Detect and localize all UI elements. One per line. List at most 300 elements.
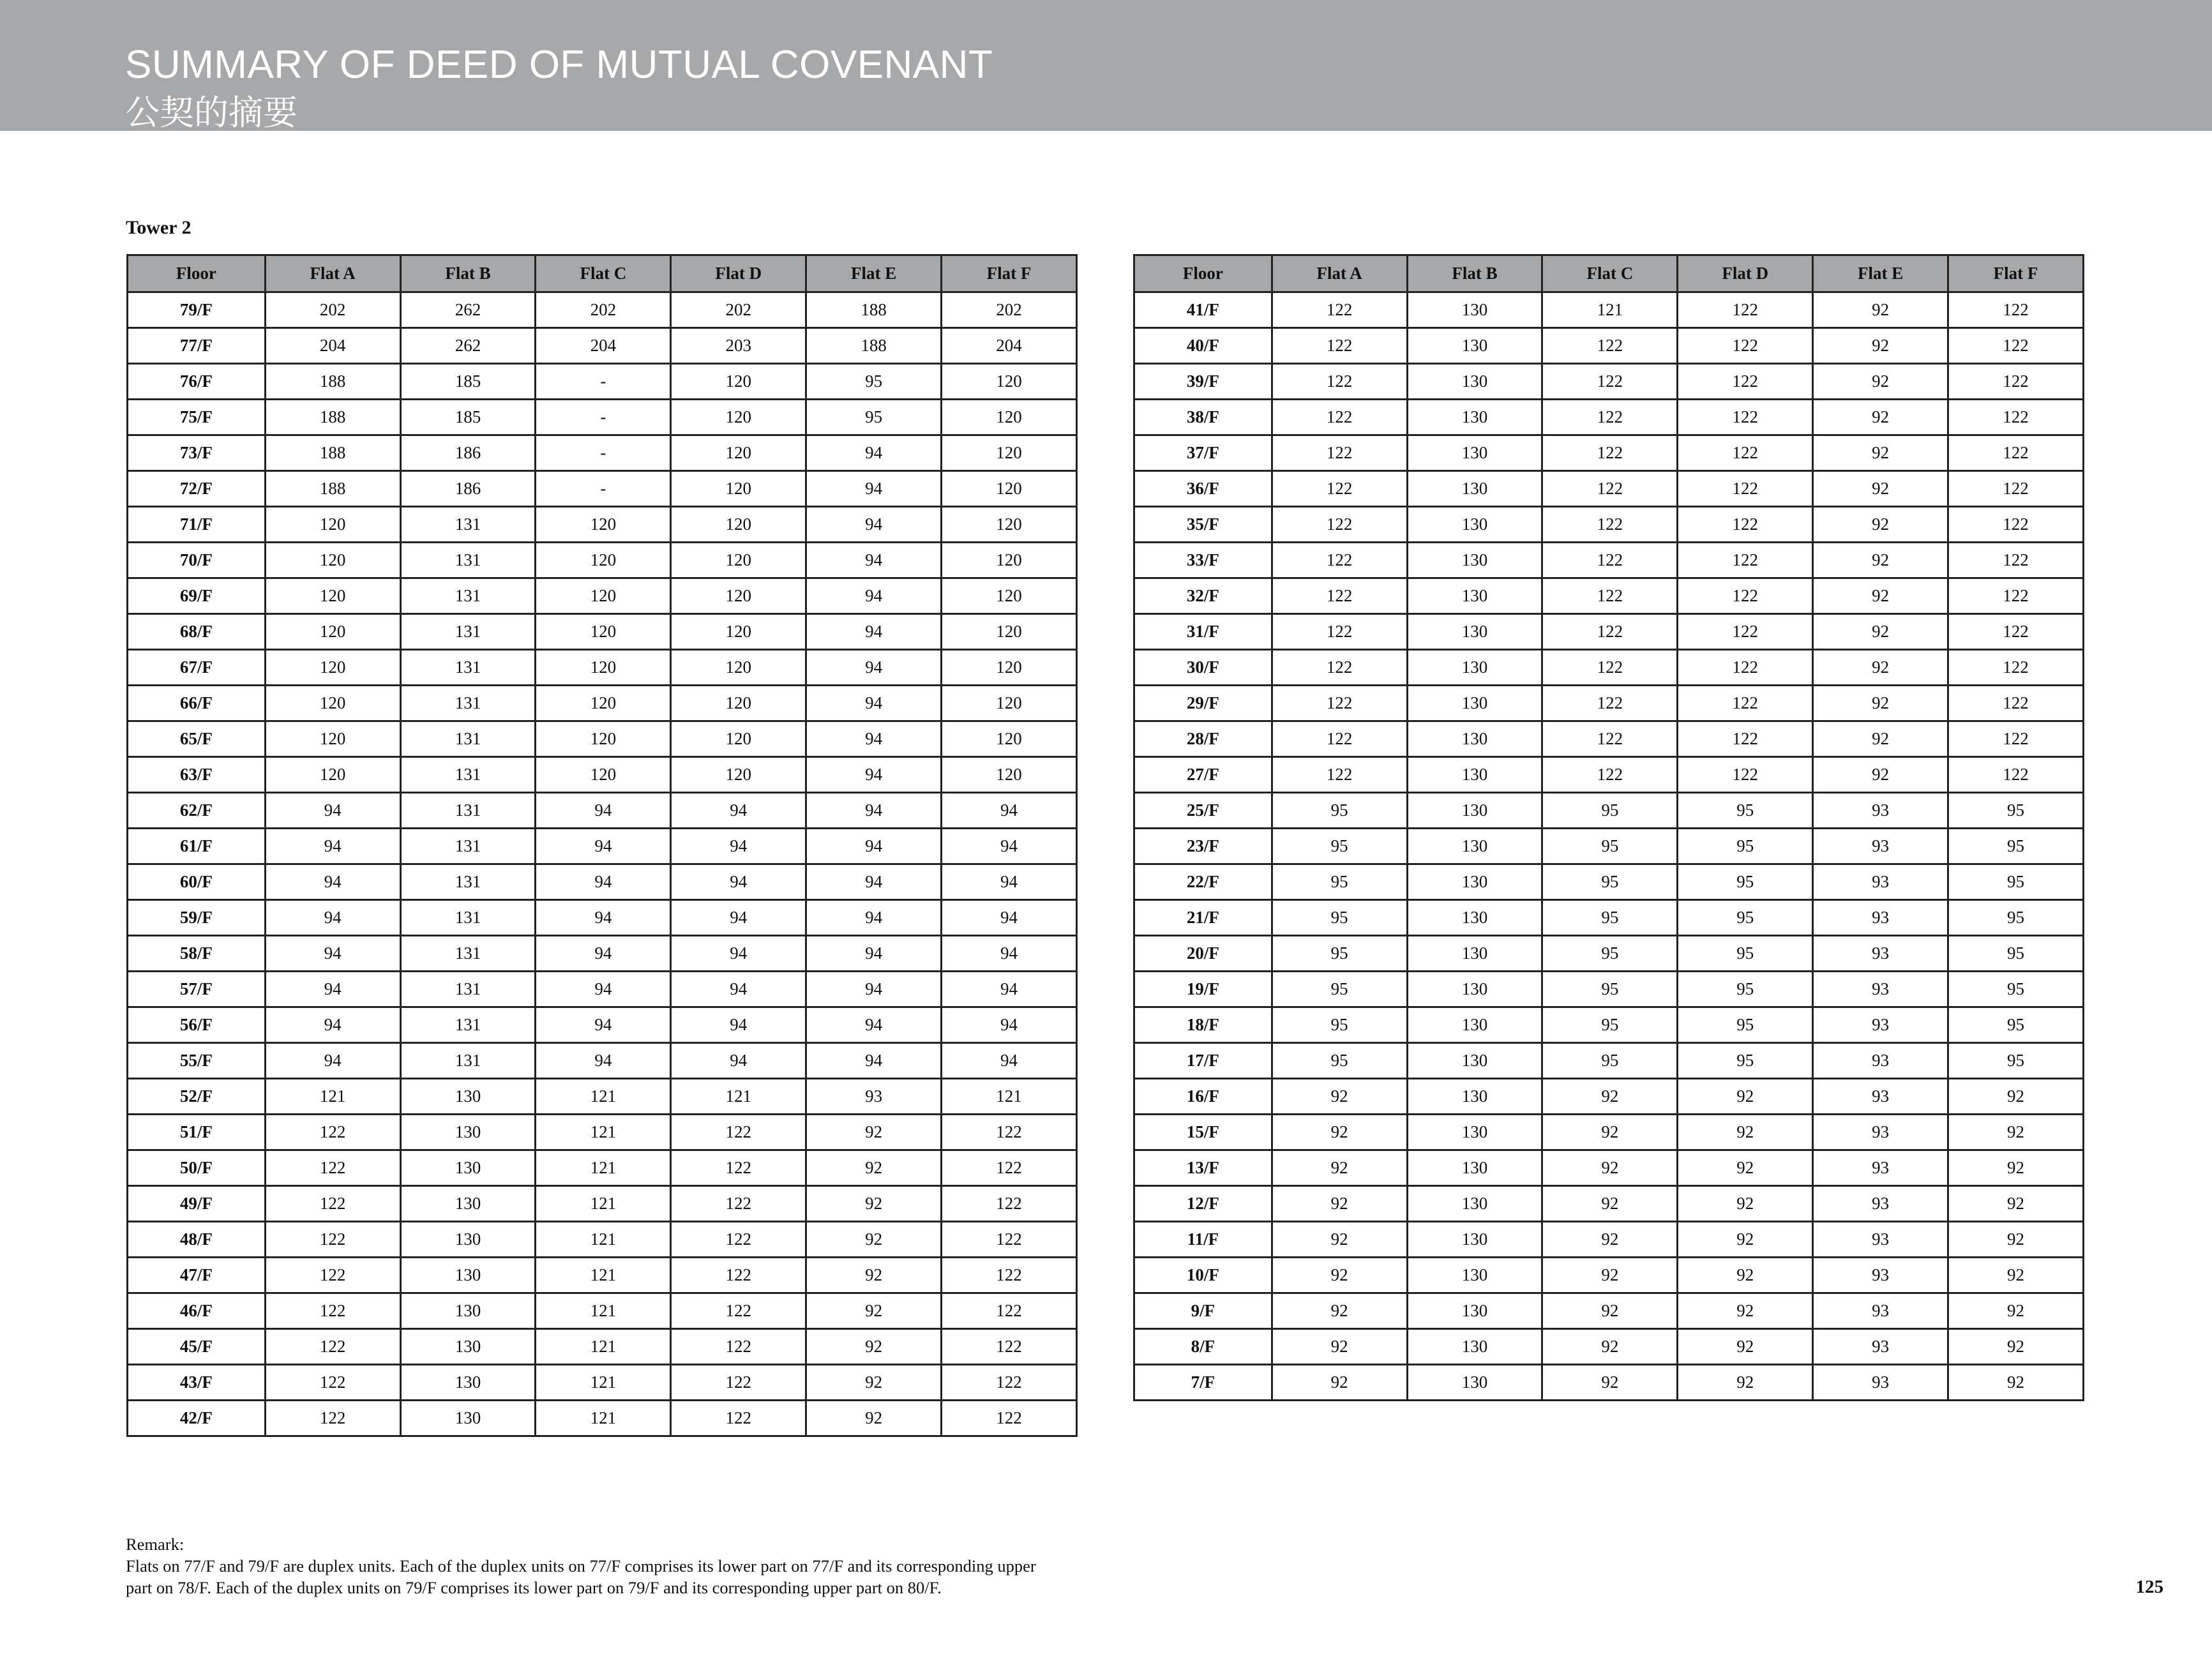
share-cell: 92 [806, 1365, 942, 1401]
share-cell: 122 [1272, 686, 1407, 721]
share-cell: 186 [400, 435, 536, 471]
floor-cell: 62/F [128, 793, 266, 829]
share-cell: 122 [1678, 686, 1813, 721]
share-cell: 120 [671, 435, 806, 471]
share-cell: 92 [1542, 1150, 1678, 1186]
share-cell: 92 [1272, 1115, 1407, 1150]
share-cell: 95 [1272, 864, 1407, 900]
share-cell: 94 [671, 1007, 806, 1043]
share-cell: 92 [806, 1293, 942, 1329]
share-cell: 122 [1678, 364, 1813, 400]
share-cell: 92 [1542, 1115, 1678, 1150]
share-cell: 92 [1813, 757, 1948, 793]
share-cell: 122 [1542, 400, 1678, 435]
floor-cell: 22/F [1134, 864, 1272, 900]
share-cell: 94 [536, 1043, 671, 1079]
table-row [128, 1150, 1077, 1186]
share-cell: 121 [536, 1293, 671, 1329]
share-cell: 94 [806, 1043, 942, 1079]
share-cell: 130 [1407, 292, 1542, 328]
share-cell: 122 [1272, 721, 1407, 757]
share-cell: 92 [1813, 471, 1948, 507]
share-cell: 130 [1407, 1043, 1542, 1079]
share-cell: 122 [1542, 364, 1678, 400]
floor-cell: 49/F [128, 1186, 266, 1222]
share-cell: 95 [806, 364, 942, 400]
share-cell: 130 [400, 1186, 536, 1222]
table-row [1134, 614, 2084, 650]
share-cell: 92 [1542, 1365, 1678, 1401]
share-cell: 92 [806, 1258, 942, 1293]
column-header: Flat C [536, 255, 671, 292]
table-row [128, 757, 1077, 793]
share-cell: 121 [536, 1079, 671, 1115]
share-cell: 95 [1542, 1007, 1678, 1043]
share-cell: 120 [265, 757, 400, 793]
table-row [1134, 578, 2084, 614]
share-cell: 94 [942, 1007, 1077, 1043]
remark-line: Flats on 77/F and 79/F are duplex units. Each of the duplex units on 77/F comprises its lower part on 77/F and its corresponding upper [126, 1556, 1036, 1575]
share-cell: 94 [671, 864, 806, 900]
share-cell: 94 [265, 1043, 400, 1079]
share-cell: 92 [1272, 1222, 1407, 1258]
share-cell: 122 [671, 1329, 806, 1365]
share-cell: 122 [265, 1365, 400, 1401]
share-cell: 122 [1948, 686, 2084, 721]
table-row [128, 900, 1077, 936]
share-cell: 122 [265, 1293, 400, 1329]
floor-cell: 68/F [128, 614, 266, 650]
table-row [128, 972, 1077, 1007]
share-cell: 120 [671, 471, 806, 507]
floor-cell: 50/F [128, 1150, 266, 1186]
share-cell: 95 [1542, 900, 1678, 936]
share-cell: 130 [1407, 1365, 1542, 1401]
floor-cell: 15/F [1134, 1115, 1272, 1150]
share-cell: 122 [265, 1115, 400, 1150]
share-cell: 122 [942, 1329, 1077, 1365]
floor-cell: 23/F [1134, 829, 1272, 864]
share-cell: 92 [1678, 1079, 1813, 1115]
share-cell: 120 [671, 686, 806, 721]
share-cell: 95 [1272, 936, 1407, 972]
table-row [128, 543, 1077, 578]
share-cell: 130 [1407, 1222, 1542, 1258]
share-cell: 130 [1407, 721, 1542, 757]
share-cell: 130 [1407, 471, 1542, 507]
share-cell: 92 [806, 1401, 942, 1436]
share-cell: 94 [671, 900, 806, 936]
floor-cell: 46/F [128, 1293, 266, 1329]
table-row [1134, 328, 2084, 364]
share-cell: 203 [671, 328, 806, 364]
share-cell: 202 [265, 292, 400, 328]
share-cell: - [536, 400, 671, 435]
share-cell: 92 [1813, 328, 1948, 364]
share-cell: 122 [671, 1401, 806, 1436]
share-cell: 92 [1542, 1222, 1678, 1258]
share-cell: 120 [536, 757, 671, 793]
share-cell: 188 [806, 328, 942, 364]
share-cell: 95 [1542, 864, 1678, 900]
share-cell: 94 [536, 793, 671, 829]
share-cell: 121 [671, 1079, 806, 1115]
share-cell: 120 [942, 543, 1077, 578]
table-row [128, 400, 1077, 435]
share-cell: 92 [1272, 1293, 1407, 1329]
floor-cell: 8/F [1134, 1329, 1272, 1365]
floor-cell: 57/F [128, 972, 266, 1007]
share-cell: 202 [942, 292, 1077, 328]
share-cell: 95 [1948, 1043, 2084, 1079]
share-cell: 130 [1407, 1293, 1542, 1329]
floor-cell: 39/F [1134, 364, 1272, 400]
share-cell: 130 [1407, 435, 1542, 471]
share-cell: 121 [536, 1258, 671, 1293]
share-cell: 130 [1407, 757, 1542, 793]
floor-cell: 69/F [128, 578, 266, 614]
share-cell: 92 [1542, 1258, 1678, 1293]
table-row [128, 1222, 1077, 1258]
floor-cell: 56/F [128, 1007, 266, 1043]
share-cell: 94 [806, 793, 942, 829]
share-cell: 94 [671, 972, 806, 1007]
share-cell: 93 [1813, 1293, 1948, 1329]
share-cell: 92 [1948, 1079, 2084, 1115]
share-cell: 122 [1948, 364, 2084, 400]
share-cell: 93 [1813, 829, 1948, 864]
table-row [1134, 1222, 2084, 1258]
share-cell: 188 [265, 471, 400, 507]
column-header: Floor [1134, 255, 1272, 292]
table-row [128, 614, 1077, 650]
share-cell: 92 [1678, 1329, 1813, 1365]
floor-cell: 20/F [1134, 936, 1272, 972]
share-cell: 122 [1678, 578, 1813, 614]
share-cell: 120 [671, 364, 806, 400]
share-cell: 122 [1272, 614, 1407, 650]
table-row [128, 936, 1077, 972]
share-cell: 92 [1678, 1365, 1813, 1401]
share-cell: 120 [265, 650, 400, 686]
share-cell: 94 [806, 757, 942, 793]
share-cell: 122 [1948, 757, 2084, 793]
floor-cell: 38/F [1134, 400, 1272, 435]
table-row [128, 1293, 1077, 1329]
share-cell: 120 [671, 650, 806, 686]
table-row [1134, 1186, 2084, 1222]
share-cell: 130 [1407, 829, 1542, 864]
column-header: Flat E [806, 255, 942, 292]
share-cell: 92 [1813, 507, 1948, 543]
table-row [128, 1079, 1077, 1115]
share-cell: 185 [400, 400, 536, 435]
floor-cell: 10/F [1134, 1258, 1272, 1293]
floor-cell: 37/F [1134, 435, 1272, 471]
share-cell: 130 [400, 1293, 536, 1329]
share-cell: 94 [806, 972, 942, 1007]
share-cell: 122 [1542, 507, 1678, 543]
share-cell: 94 [806, 507, 942, 543]
share-cell: 185 [400, 364, 536, 400]
floor-cell: 63/F [128, 757, 266, 793]
share-cell: 122 [1272, 507, 1407, 543]
table-row [128, 1258, 1077, 1293]
floor-cell: 25/F [1134, 793, 1272, 829]
table-row [128, 1186, 1077, 1222]
floor-cell: 76/F [128, 364, 266, 400]
share-cell: 120 [265, 721, 400, 757]
share-cell: 122 [1678, 543, 1813, 578]
share-cell: 121 [1542, 292, 1678, 328]
table-row [128, 721, 1077, 757]
share-cell: 95 [1678, 900, 1813, 936]
share-cell: 122 [1948, 292, 2084, 328]
share-cell: 95 [1948, 936, 2084, 972]
share-cell: 122 [1272, 328, 1407, 364]
share-cell: 120 [942, 686, 1077, 721]
share-cell: 121 [265, 1079, 400, 1115]
share-cell: 122 [1272, 543, 1407, 578]
floor-cell: 43/F [128, 1365, 266, 1401]
column-header: Flat B [1407, 255, 1542, 292]
share-cell: 120 [671, 578, 806, 614]
share-cell: 204 [942, 328, 1077, 364]
share-cell: 92 [1272, 1258, 1407, 1293]
floor-cell: 70/F [128, 543, 266, 578]
share-cell: 122 [1272, 757, 1407, 793]
share-cell: 131 [400, 829, 536, 864]
table-row [1134, 1043, 2084, 1079]
share-cell: 122 [1948, 578, 2084, 614]
share-cell: 122 [1272, 292, 1407, 328]
table-row [128, 435, 1077, 471]
share-cell: 120 [942, 471, 1077, 507]
share-cell: 94 [671, 829, 806, 864]
floor-cell: 47/F [128, 1258, 266, 1293]
share-cell: 94 [806, 686, 942, 721]
floor-cell: 18/F [1134, 1007, 1272, 1043]
floor-cell: 16/F [1134, 1079, 1272, 1115]
share-cell: 95 [1948, 864, 2084, 900]
share-cell: 93 [1813, 1222, 1948, 1258]
share-cell: 122 [1272, 400, 1407, 435]
share-cell: 122 [1542, 757, 1678, 793]
share-cell: 94 [806, 650, 942, 686]
share-cell: 95 [1678, 972, 1813, 1007]
floor-cell: 19/F [1134, 972, 1272, 1007]
table-row [128, 1365, 1077, 1401]
share-cell: 122 [1272, 471, 1407, 507]
floor-cell: 58/F [128, 936, 266, 972]
share-cell: 130 [400, 1079, 536, 1115]
floor-cell: 32/F [1134, 578, 1272, 614]
floor-cell: 11/F [1134, 1222, 1272, 1258]
share-cell: 94 [536, 1007, 671, 1043]
table-row [128, 1043, 1077, 1079]
remark-line: part on 78/F. Each of the duplex units on 79/F comprises its lower part on 79/F and its corresponding upper part on 80/F. [126, 1578, 942, 1597]
page-number: 125 [2135, 1577, 2163, 1597]
share-cell: 122 [1678, 721, 1813, 757]
share-cell: 188 [265, 435, 400, 471]
share-cell: 130 [1407, 686, 1542, 721]
share-cell: 93 [1813, 1329, 1948, 1365]
share-cell: 94 [536, 829, 671, 864]
table-row [1134, 1007, 2084, 1043]
share-cell: 93 [1813, 1150, 1948, 1186]
share-cell: 94 [265, 900, 400, 936]
share-cell: 121 [536, 1365, 671, 1401]
floor-cell: 59/F [128, 900, 266, 936]
floor-cell: 75/F [128, 400, 266, 435]
share-cell: 92 [1678, 1150, 1813, 1186]
share-cell: 120 [265, 614, 400, 650]
share-cell: 92 [1813, 543, 1948, 578]
share-cell: 122 [1678, 400, 1813, 435]
table-row [128, 1329, 1077, 1365]
share-cell: 122 [1542, 328, 1678, 364]
table-row [128, 1007, 1077, 1043]
share-cell: 94 [671, 1043, 806, 1079]
share-cell: 120 [536, 507, 671, 543]
share-cell: 95 [1678, 864, 1813, 900]
share-cell: 93 [1813, 1186, 1948, 1222]
share-cell: 122 [1678, 292, 1813, 328]
share-cell: 93 [1813, 864, 1948, 900]
table-row [1134, 292, 2084, 328]
share-cell: 92 [1813, 721, 1948, 757]
share-cell: 95 [1678, 936, 1813, 972]
share-cell: 93 [806, 1079, 942, 1115]
share-cell: 95 [1542, 1043, 1678, 1079]
share-cell: 122 [942, 1186, 1077, 1222]
share-cell: 120 [536, 614, 671, 650]
share-cell: 95 [1678, 793, 1813, 829]
share-cell: 130 [1407, 1258, 1542, 1293]
share-cell: 131 [400, 972, 536, 1007]
share-cell: 94 [942, 936, 1077, 972]
share-cell: 95 [1542, 829, 1678, 864]
share-cell: 94 [942, 864, 1077, 900]
remark [126, 1533, 1122, 1598]
share-cell: 120 [671, 400, 806, 435]
share-cell: 130 [1407, 1079, 1542, 1115]
share-cell: 130 [1407, 328, 1542, 364]
share-cell: 95 [1948, 1007, 2084, 1043]
floor-cell: 35/F [1134, 507, 1272, 543]
share-cell: 95 [1948, 793, 2084, 829]
share-cell: 120 [536, 686, 671, 721]
floor-cell: 30/F [1134, 650, 1272, 686]
share-cell: 122 [671, 1115, 806, 1150]
table-row [1134, 364, 2084, 400]
share-cell: 94 [265, 1007, 400, 1043]
table-row [1134, 793, 2084, 829]
floor-cell: 42/F [128, 1401, 266, 1436]
column-header: Flat D [1678, 255, 1813, 292]
share-cell: 94 [265, 793, 400, 829]
share-cell: 92 [1948, 1222, 2084, 1258]
share-cell: 131 [400, 793, 536, 829]
table-row [1134, 972, 2084, 1007]
share-cell: 131 [400, 614, 536, 650]
share-cell: 122 [1542, 686, 1678, 721]
share-cell: 95 [1948, 829, 2084, 864]
table-row [128, 829, 1077, 864]
share-cell: 131 [400, 900, 536, 936]
share-cell: 130 [400, 1365, 536, 1401]
share-cell: 122 [1948, 507, 2084, 543]
share-cell: 92 [1813, 614, 1948, 650]
table-row [1134, 1293, 2084, 1329]
table-row [1134, 1115, 2084, 1150]
share-cell: 92 [1542, 1186, 1678, 1222]
floor-cell: 36/F [1134, 471, 1272, 507]
share-cell: 94 [806, 829, 942, 864]
share-cell: 122 [671, 1222, 806, 1258]
share-cell: 122 [265, 1401, 400, 1436]
share-cell: 92 [1542, 1293, 1678, 1329]
share-cell: 122 [1542, 650, 1678, 686]
share-cell: 122 [1948, 471, 2084, 507]
share-cell: 92 [1678, 1222, 1813, 1258]
table-row [128, 471, 1077, 507]
share-cell: 93 [1813, 1043, 1948, 1079]
floor-cell: 52/F [128, 1079, 266, 1115]
share-cell: 120 [536, 543, 671, 578]
share-cell: 120 [536, 578, 671, 614]
floor-cell: 21/F [1134, 900, 1272, 936]
floor-cell: 66/F [128, 686, 266, 721]
share-cell: 121 [942, 1079, 1077, 1115]
table-row [128, 864, 1077, 900]
share-cell: 120 [942, 507, 1077, 543]
share-cell: 92 [1813, 578, 1948, 614]
share-cell: 94 [942, 793, 1077, 829]
share-cell: 93 [1813, 936, 1948, 972]
share-cell: 92 [1813, 292, 1948, 328]
share-cell: 130 [1407, 578, 1542, 614]
share-cell: 130 [1407, 650, 1542, 686]
share-cell: 92 [1678, 1186, 1813, 1222]
share-cell: 120 [265, 507, 400, 543]
table-row [128, 793, 1077, 829]
share-cell: 94 [265, 829, 400, 864]
share-cell: 131 [400, 936, 536, 972]
share-cell: 131 [400, 721, 536, 757]
share-cell: 130 [1407, 936, 1542, 972]
floor-cell: 45/F [128, 1329, 266, 1365]
share-cell: 92 [1948, 1115, 2084, 1150]
share-cell: 188 [806, 292, 942, 328]
share-cell: 92 [806, 1222, 942, 1258]
share-cell: 95 [1542, 972, 1678, 1007]
share-cell: 93 [1813, 1365, 1948, 1401]
share-cell: 122 [1948, 543, 2084, 578]
share-cell: 95 [1542, 793, 1678, 829]
share-cell: 95 [1948, 900, 2084, 936]
share-cell: 94 [806, 1007, 942, 1043]
share-cell: 95 [1272, 972, 1407, 1007]
table-row [1134, 1150, 2084, 1186]
table-row [128, 1401, 1077, 1436]
share-cell: 95 [1542, 936, 1678, 972]
share-cell: 122 [1542, 435, 1678, 471]
share-cell: 93 [1813, 900, 1948, 936]
share-cell: 122 [265, 1258, 400, 1293]
floor-cell: 9/F [1134, 1293, 1272, 1329]
share-cell: 120 [671, 721, 806, 757]
